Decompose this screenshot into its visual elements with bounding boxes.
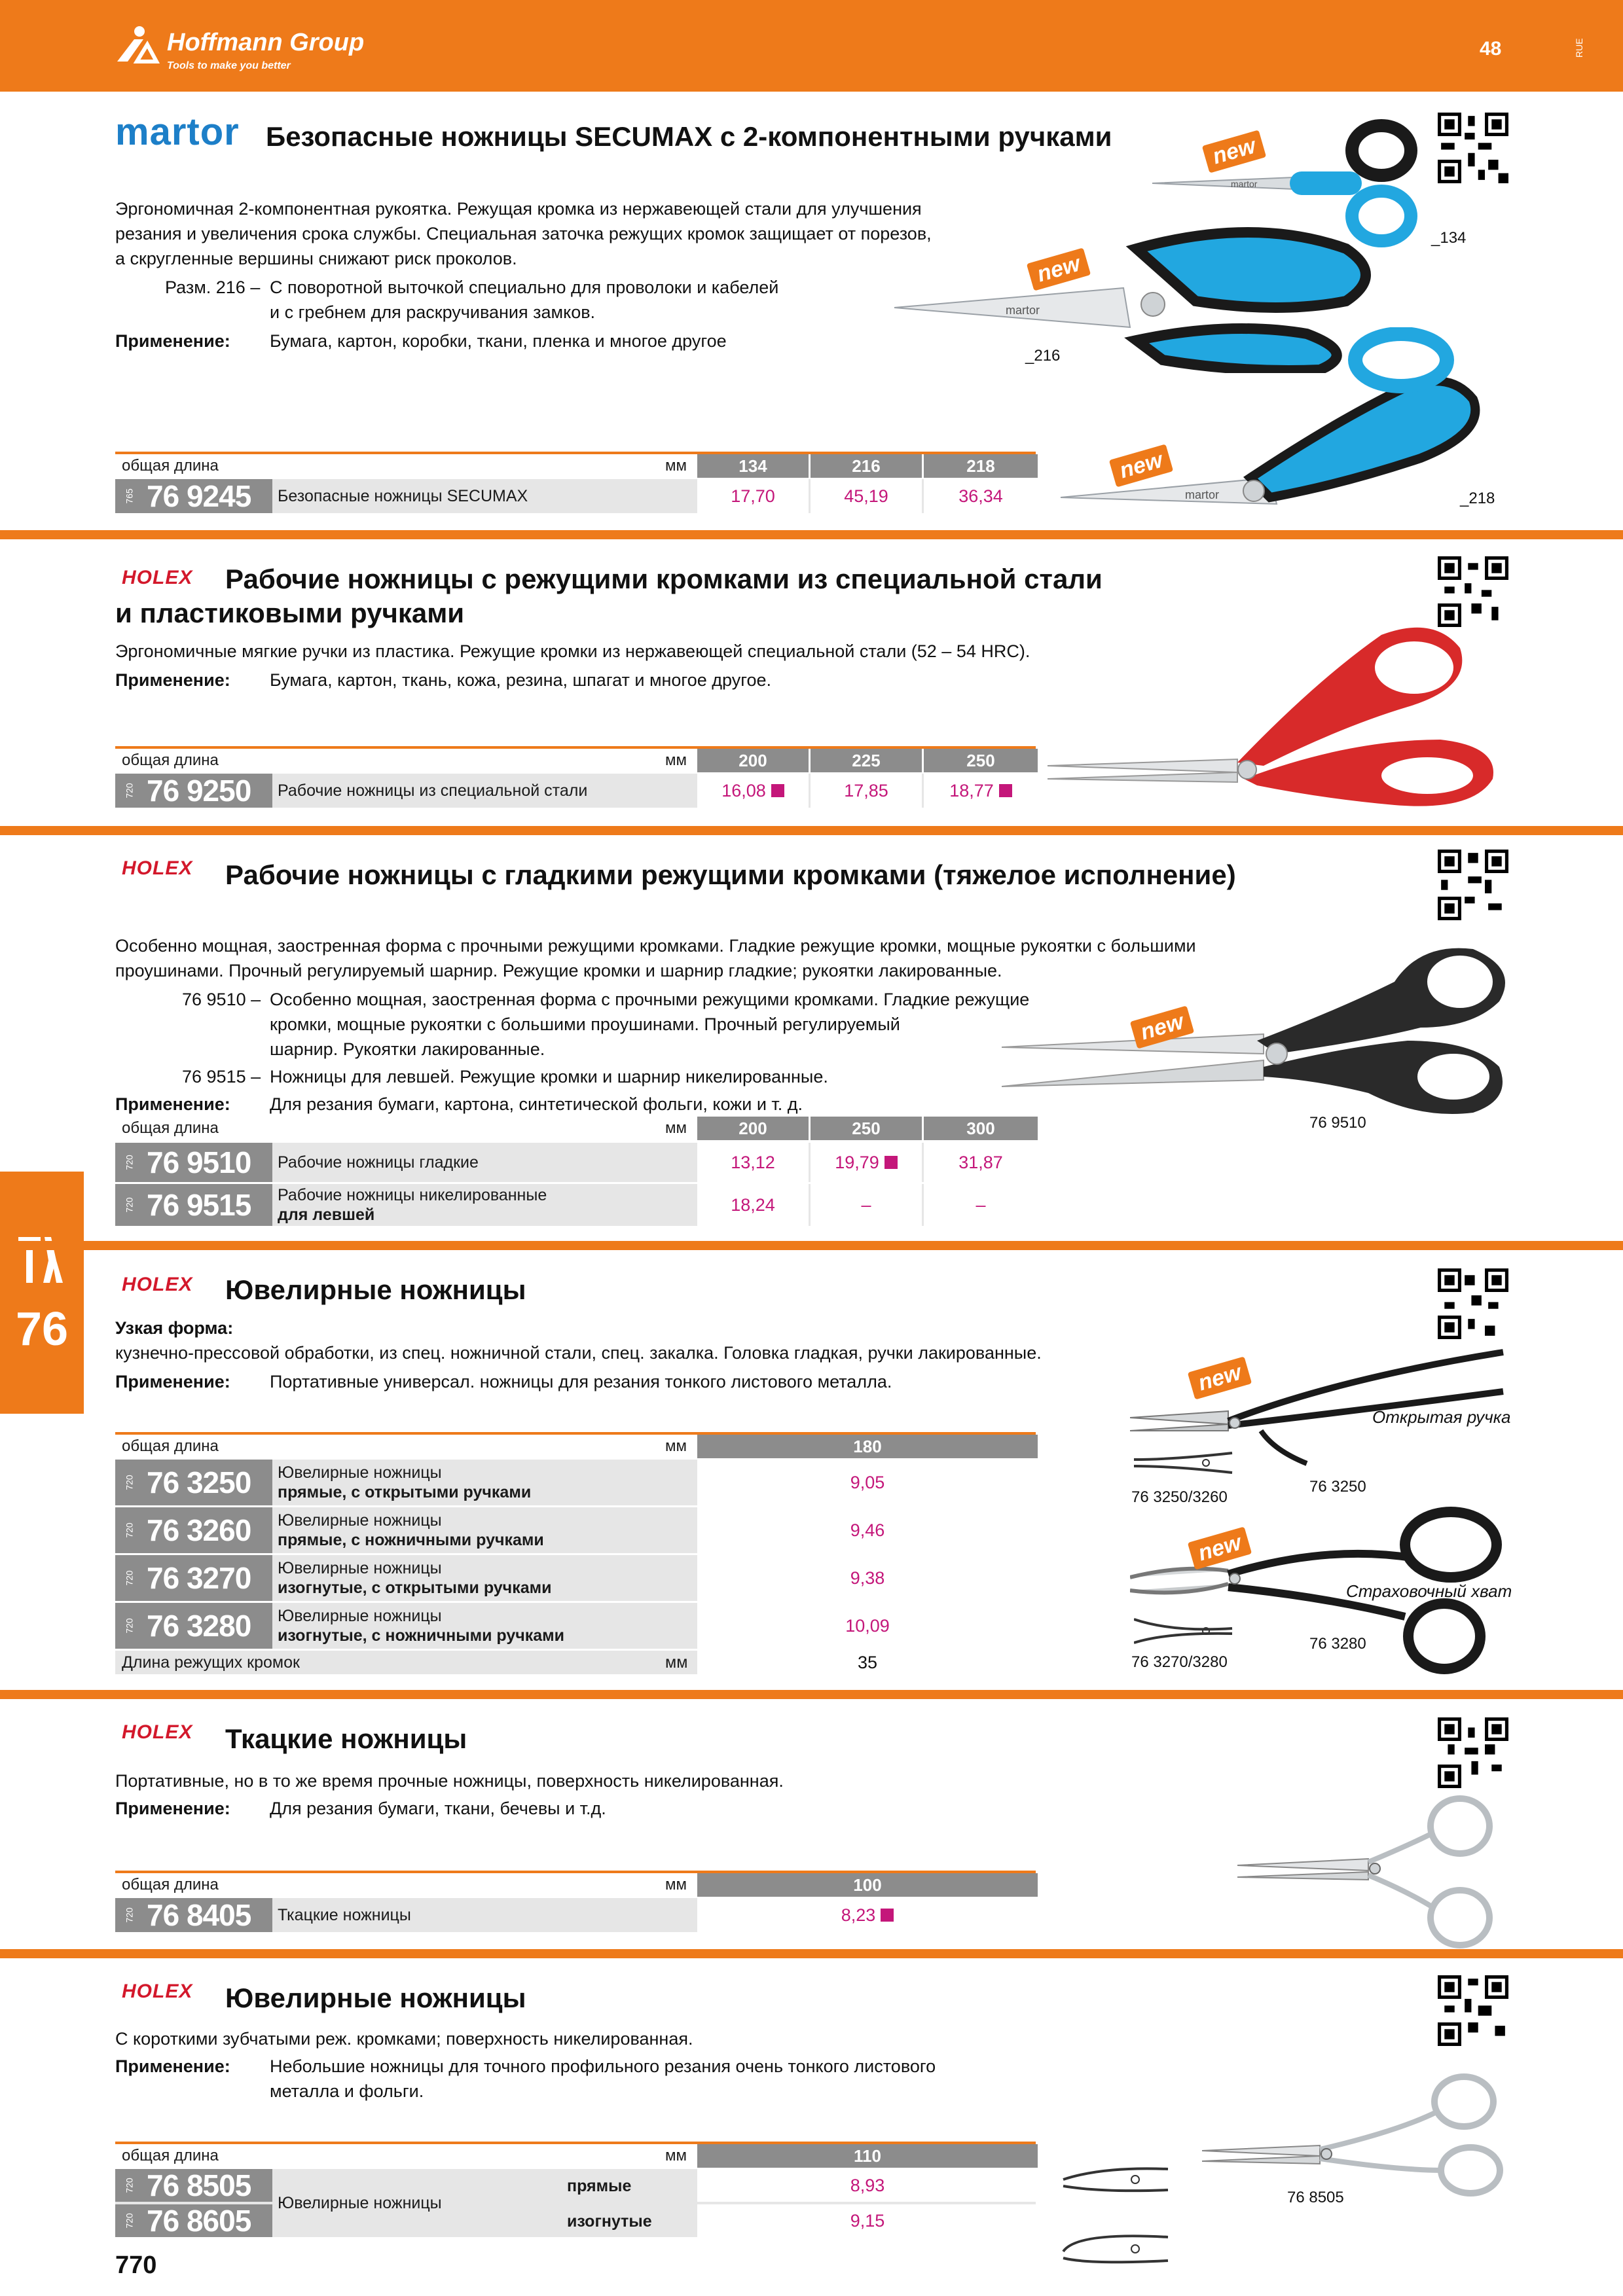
product-description: Ткацкие ножницы <box>278 1906 411 1924</box>
unit-label: мм <box>665 1876 687 1893</box>
new-badge: new <box>1188 1356 1252 1399</box>
article-number-cell <box>115 2169 272 2202</box>
product-description <box>278 1153 479 1172</box>
section1-size-line1: С поворотной выточкой специально для проволоки и кабелей <box>270 278 779 297</box>
price-cell <box>695 1603 1038 1649</box>
price: – <box>861 1194 871 1215</box>
image-caption: 76 3280 <box>1309 1635 1366 1653</box>
section5-desc: Портативные, но в то же время прочные ножницы, поверхность никелированная. <box>115 1771 784 1791</box>
unit-label: мм <box>665 457 687 475</box>
size-header: 100 <box>695 1873 1038 1897</box>
image-caption: 76 3250/3260 <box>1131 1488 1228 1506</box>
price-cell <box>695 1143 809 1182</box>
description-line: Ювелирные ножницы <box>278 1607 442 1625</box>
price-cell <box>695 479 809 513</box>
description-line: Рабочие ножницы никелированные <box>278 1186 547 1204</box>
item1-label: 76 9510 – <box>182 990 261 1009</box>
section3-desc-line2: проушинами. Прочный регулируемый шарнир. Режущие кромки и шарнир гладкие; рукоятки лакированные. <box>115 961 1002 980</box>
image-caption: 76 3250 <box>1309 1478 1366 1496</box>
image-caption: 76 8505 <box>1287 2189 1344 2206</box>
price-cell <box>695 1507 1038 1553</box>
holex-logo: HOLEX <box>122 1274 193 1295</box>
section5-application-label: Применение: <box>115 1799 230 1818</box>
size-header: 180 <box>695 1435 1038 1458</box>
variant-label: изогнутые <box>567 2212 652 2231</box>
size-header: 134 <box>695 454 809 478</box>
article-number: 76 3270 <box>147 1561 251 1595</box>
description-line: Рабочие ножницы гладкие <box>278 1153 479 1172</box>
straight-tip-detail-image <box>1134 1446 1239 1483</box>
product-description <box>278 1463 531 1502</box>
price: – <box>976 1194 986 1215</box>
article-number: 76 9250 <box>147 774 251 808</box>
price-cell <box>809 1143 922 1182</box>
price: 17,70 <box>731 486 775 506</box>
section6-application-label: Применение: <box>115 2056 230 2076</box>
price-cell <box>695 774 809 808</box>
table-row-group <box>115 2169 1036 2239</box>
blade-length-label: Длина режущих кромок <box>122 1653 300 1672</box>
qr-code-icon <box>1438 1717 1508 1788</box>
item1-line1: Особенно мощная, заостренная форма с прочными режущими кромками. Гладкие режущие <box>270 990 1030 1009</box>
article-number: 76 3250 <box>147 1465 251 1499</box>
new-badge: new <box>1130 1005 1194 1049</box>
article-number: 76 3280 <box>147 1609 251 1643</box>
blade-length-row <box>115 1651 1036 1676</box>
section6-table <box>115 2142 1036 2240</box>
price-cell <box>922 774 1038 808</box>
unit-label: мм <box>665 2147 687 2164</box>
article-prefix: 720 <box>124 1475 135 1490</box>
qr-code-icon <box>1438 850 1508 920</box>
size-header: 225 <box>809 749 922 772</box>
section6-application-line2: металла и фольги. <box>270 2081 424 2101</box>
image-caption: 76 9510 <box>1309 1114 1366 1132</box>
section6-title: Ювелирные ножницы <box>225 1982 526 2013</box>
section-divider <box>0 1241 1623 1250</box>
section1-table <box>115 452 1036 514</box>
description-line-bold: для левшей <box>278 1206 375 1224</box>
article-number: 76 8505 <box>147 2168 251 2202</box>
item2-label: 76 9515 – <box>182 1067 261 1086</box>
article-prefix: 765 <box>124 488 135 504</box>
price: 9,15 <box>850 2210 885 2231</box>
section2-application-label: Применение: <box>115 670 230 690</box>
price: 18,77 <box>949 780 994 800</box>
article-prefix: 720 <box>124 2178 135 2193</box>
description-line: Ювелирные ножницы <box>278 1463 442 1482</box>
description-line-bold: прямые, с ножничными ручками <box>278 1531 544 1549</box>
product-description <box>278 1511 544 1550</box>
safety-grip-caption: Страховочный хват <box>1346 1581 1512 1601</box>
holex-logo: HOLEX <box>122 567 193 588</box>
section5-application-text: Для резания бумаги, ткани, бечевы и т.д. <box>270 1799 606 1818</box>
table-row <box>115 774 1036 810</box>
tip-detail-image <box>1050 2153 1175 2284</box>
new-badge: new <box>1027 247 1091 291</box>
article-number-cell <box>115 479 272 513</box>
size-header: 218 <box>922 454 1038 478</box>
price-cell <box>809 479 922 513</box>
qr-code-icon <box>1438 1975 1508 2046</box>
product-description: Рабочие ножницы из специальной стали <box>278 781 588 800</box>
price: 19,79 <box>835 1152 879 1172</box>
total-length-label: общая длина <box>122 2147 219 2164</box>
price-cell <box>809 774 922 808</box>
product-description <box>278 1185 547 1225</box>
article-number: 76 8605 <box>147 2204 251 2238</box>
price-cell <box>922 479 1038 513</box>
price: 9,38 <box>850 1568 885 1588</box>
section4-title: Ювелирные ножницы <box>225 1274 526 1305</box>
price-cell <box>695 2169 1038 2202</box>
price-cell <box>809 1184 922 1226</box>
new-badge: new <box>1109 444 1173 487</box>
article-number: 76 9245 <box>147 479 251 513</box>
total-length-label: общая длина <box>122 1119 219 1137</box>
total-length-label: общая длина <box>122 751 219 769</box>
article-number-cell <box>115 774 272 808</box>
table-row <box>115 1898 1036 1934</box>
article-prefix: 720 <box>124 1618 135 1634</box>
product-description <box>278 1606 564 1645</box>
section-divider <box>0 826 1623 835</box>
size-header: 200 <box>695 1117 809 1140</box>
secumax-218-image <box>1054 327 1512 517</box>
weavers-scissors-image <box>1237 1793 1512 1950</box>
price: 18,24 <box>731 1194 775 1215</box>
size-header: 250 <box>922 749 1038 772</box>
section5-table <box>115 1871 1036 1933</box>
table-row <box>115 1460 1036 1507</box>
unit-label: мм <box>665 751 687 769</box>
price: 36,34 <box>958 486 1003 506</box>
total-length-label: общая длина <box>122 1876 219 1893</box>
price: 10,09 <box>845 1615 890 1636</box>
svg-text:martor: martor <box>1006 304 1040 317</box>
price-cell <box>695 1898 1038 1932</box>
open-handle-caption: Открытая ручка <box>1372 1407 1511 1427</box>
article-prefix: 720 <box>124 1570 135 1586</box>
section3-application-label: Применение: <box>115 1094 230 1114</box>
price: 31,87 <box>958 1152 1003 1172</box>
size-header: 216 <box>809 454 922 478</box>
price-cell <box>695 1555 1038 1601</box>
price-cell <box>695 1184 809 1226</box>
price: 8,93 <box>850 2175 885 2195</box>
article-number-cell <box>115 1460 272 1505</box>
section-divider <box>0 1949 1623 1958</box>
footer-page-number: 770 <box>115 2251 157 2279</box>
article-prefix: 720 <box>124 783 135 798</box>
qr-code-icon <box>1438 556 1508 627</box>
holex-logo: HOLEX <box>122 1721 193 1743</box>
svg-text:martor: martor <box>1231 179 1258 189</box>
article-number: 76 8405 <box>147 1898 251 1932</box>
heavy-scissors-image <box>1002 929 1519 1119</box>
chapter-tab <box>0 1172 84 1414</box>
section1-size-label: Разм. 216 – <box>165 278 261 297</box>
article-number-cell <box>115 1184 272 1226</box>
item2-text: Ножницы для левшей. Режущие кромки и шарнир никелированные. <box>270 1067 828 1086</box>
price-cell <box>922 1143 1038 1182</box>
unit-label: мм <box>665 1119 687 1137</box>
price-cell <box>695 2204 1038 2237</box>
article-number: 76 9515 <box>147 1188 251 1222</box>
article-prefix: 720 <box>124 1522 135 1538</box>
section-divider <box>0 530 1623 539</box>
section2-table <box>115 746 1036 809</box>
article-prefix: 720 <box>124 1907 135 1923</box>
price-cell <box>695 1460 1038 1505</box>
section6-application-line1: Небольшие ножницы для точного профильного резания очень тонкого листового <box>270 2056 936 2076</box>
total-length-label: общая длина <box>122 1437 219 1455</box>
section1-application-label: Применение: <box>115 331 230 351</box>
table-row <box>115 1603 1036 1651</box>
image-caption: _134 <box>1431 229 1467 247</box>
table-row <box>115 1143 1036 1184</box>
article-prefix: 720 <box>124 1155 135 1170</box>
article-number-cell <box>115 2204 272 2237</box>
new-badge: new <box>1188 1526 1252 1570</box>
article-prefix: 720 <box>124 2213 135 2229</box>
size-header: 200 <box>695 749 809 772</box>
item1-line3: шарнир. Рукоятки лакированные. <box>270 1039 545 1059</box>
section2-application-text: Бумага, картон, ткань, кожа, резина, шпагат и многое другое. <box>270 670 771 690</box>
qr-code-icon <box>1438 113 1508 183</box>
variant-label: прямые <box>567 2177 632 2195</box>
description-line: Ювелирные ножницы <box>278 1511 442 1530</box>
article-number-cell <box>115 1507 272 1553</box>
product-description <box>278 1558 551 1598</box>
language-code: RUE <box>1574 38 1584 58</box>
section5-title: Ткацкие ножницы <box>225 1723 467 1754</box>
brand-name: Hoffmann Group <box>167 29 365 56</box>
red-scissors-image <box>1041 615 1512 812</box>
section4-desc: кузнечно-прессовой обработки, из спец. ножничной стали, спец. закалка. Головка гладкая, ручки лакированные. <box>115 1343 1042 1363</box>
section1-desc-line1: Эргономичная 2-компонентная рукоятка. Режущая кромка из нержавеющей стали для улучшения <box>115 199 922 219</box>
article-number-cell <box>115 1143 272 1182</box>
item1-line2: кромки, мощные рукоятки с большими проушинами. Прочный регулируемый <box>270 1014 900 1034</box>
table-row <box>115 1555 1036 1603</box>
table-row <box>115 479 1036 515</box>
image-caption: 76 3270/3280 <box>1131 1653 1228 1671</box>
martor-logo: martor <box>115 111 240 153</box>
description-line: Ювелирные ножницы <box>278 1559 442 1577</box>
price: 9,05 <box>850 1472 885 1492</box>
stock-marker-icon <box>884 1156 898 1169</box>
image-caption: _218 <box>1460 490 1495 507</box>
section4-application-text: Портативные универсал. ножницы для резания тонкого листового металла. <box>270 1372 892 1391</box>
size-header: 300 <box>922 1117 1038 1140</box>
price: 16,08 <box>721 780 766 800</box>
price: 45,19 <box>844 486 888 506</box>
table-row <box>115 1184 1036 1228</box>
price-cell <box>922 1184 1038 1226</box>
qr-code-icon <box>1438 1268 1508 1339</box>
price: 13,12 <box>731 1152 775 1172</box>
holex-logo: HOLEX <box>122 1981 193 2002</box>
unit-label: мм <box>665 1437 687 1455</box>
section2-desc: Эргономичные мягкие ручки из пластика. Режущие кромки из нержавеющей специальной стали (52 – 54 HRC). <box>115 641 1030 661</box>
hoffmann-logo-icon <box>115 25 160 64</box>
description-line-bold: изогнутые, с ножничными ручками <box>278 1626 565 1645</box>
unit-label: мм <box>665 1653 688 1672</box>
section3-title: Рабочие ножницы с гладкими режущими кромками (тяжелое исполнение) <box>225 859 1236 890</box>
svg-text:martor: martor <box>1185 488 1220 501</box>
section4-application-label: Применение: <box>115 1372 230 1391</box>
brand-tagline: Tools to make you better <box>167 60 291 71</box>
new-badge: new <box>1202 130 1266 173</box>
price: 8,23 <box>841 1905 876 1925</box>
section4-table <box>115 1432 1036 1676</box>
holex-logo: HOLEX <box>122 857 193 879</box>
article-number: 76 3260 <box>147 1513 251 1547</box>
jewelers-scissors-small-image <box>1202 2072 1510 2197</box>
blade-length-cell <box>695 1651 1038 1674</box>
price: 17,85 <box>844 780 888 800</box>
curved-tip-detail-image <box>1134 1613 1239 1649</box>
section-divider <box>0 1690 1623 1699</box>
product-description: Безопасные ножницы SECUMAX <box>278 487 528 505</box>
description-line-bold: изогнутые, с открытыми ручками <box>278 1579 552 1597</box>
price: 9,46 <box>850 1520 885 1540</box>
size-header: 110 <box>695 2144 1038 2168</box>
section3-desc-line1: Особенно мощная, заостренная форма с прочными режущими кромками. Гладкие режущие кромки, мощные рукоятки с большими <box>115 936 1196 956</box>
stock-marker-icon <box>881 1909 894 1922</box>
total-length-label: общая длина <box>122 457 219 475</box>
stock-marker-icon <box>999 784 1012 797</box>
article-number-cell <box>115 1603 272 1649</box>
section2-title-line2: и пластиковыми ручками <box>115 598 465 628</box>
image-caption: _216 <box>1025 347 1061 365</box>
section1-application-text: Бумага, картон, коробки, ткани, пленка и многое другое <box>270 331 727 351</box>
section6-desc: С короткими зубчатыми реж. кромками; поверхность никелированная. <box>115 2029 693 2049</box>
section1-title: Безопасные ножницы SECUMAX с 2-компонентными ручками <box>266 121 1112 152</box>
description-line-bold: прямые, с открытыми ручками <box>278 1483 532 1501</box>
stock-marker-icon <box>771 784 784 797</box>
article-number-cell <box>115 1898 272 1932</box>
section3-application-text: Для резания бумаги, картона, синтетической фольги, кожи и т. д. <box>270 1094 803 1114</box>
section3-table <box>115 1117 1036 1228</box>
size-header: 250 <box>809 1117 922 1140</box>
blade-length-value: 35 <box>857 1652 878 1672</box>
section1-size-line2: и с гребнем для раскручивания замков. <box>270 302 596 322</box>
article-prefix: 720 <box>124 1197 135 1213</box>
section1-desc-line2: резания и увеличения срока службы. Специальная заточка режущих кромок защищает от порезов, <box>115 224 932 243</box>
chapter-number: 76 <box>15 1303 69 1355</box>
section2-title-line1: Рабочие ножницы с режущими кромками из специальной стали <box>225 564 1103 594</box>
table-row <box>115 1507 1036 1555</box>
article-number-cell <box>115 1555 272 1601</box>
catalog-page-number: 48 <box>1480 38 1502 60</box>
product-description: Ювелирные ножницы <box>278 2194 442 2212</box>
section4-subtitle: Узкая форма: <box>115 1318 234 1338</box>
article-number: 76 9510 <box>147 1145 251 1179</box>
section1-desc-line3: а скругленные вершины снижают риск проколов. <box>115 249 517 268</box>
